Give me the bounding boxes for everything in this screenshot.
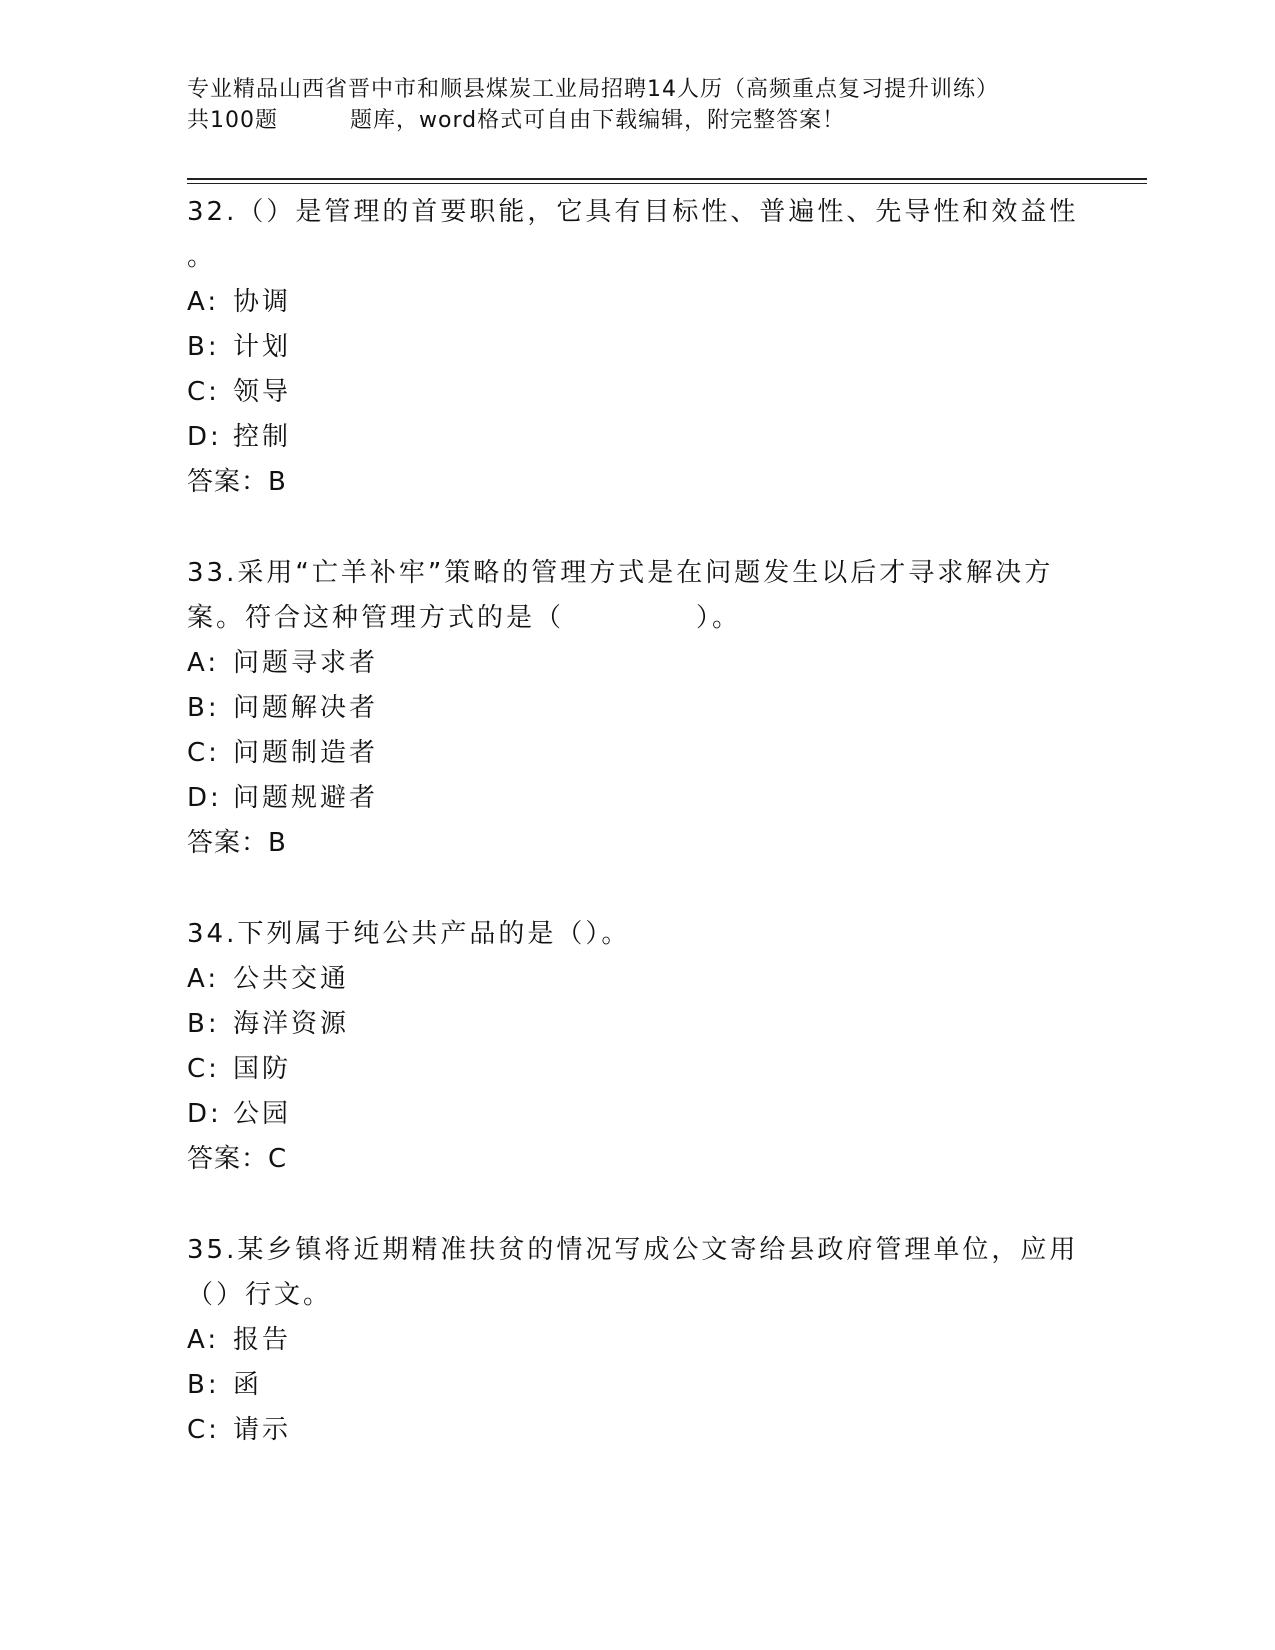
question-33 bbox=[187, 551, 1087, 866]
option-d bbox=[187, 1092, 1087, 1137]
question-stem-continued: （）行文。 bbox=[187, 1280, 333, 1310]
header-title: 专业精品山西省晋中市和顺县煤炭工业局招聘14人历（高频重点复习提升训练） bbox=[187, 77, 999, 102]
option-b bbox=[187, 686, 1087, 731]
option-text: 公共交通 bbox=[233, 964, 350, 994]
document-header bbox=[187, 74, 1147, 136]
option-letter: A: bbox=[187, 648, 220, 678]
question-stem: 32.（）是管理的首要职能，它具有目标性、普遍性、先导性和效益性 bbox=[187, 197, 1079, 227]
question-stem: 35.某乡镇将近期精准扶贫的情况写成公文寄给县政府管理单位，应用 bbox=[187, 1235, 1079, 1265]
option-d bbox=[187, 776, 1087, 821]
option-letter: D: bbox=[187, 1099, 222, 1129]
answer-line: 答案：C bbox=[187, 1144, 288, 1174]
question-stem: 33.采用“亡羊补牢”策略的管理方式是在问题发生以后才寻求解决方 bbox=[187, 558, 1054, 588]
option-text: 问题规避者 bbox=[233, 783, 379, 813]
option-letter: C: bbox=[187, 738, 220, 768]
option-letter: D: bbox=[187, 783, 222, 813]
option-text: 控制 bbox=[233, 422, 292, 452]
option-b bbox=[187, 1363, 1087, 1408]
header-subtitle bbox=[187, 105, 1147, 136]
question-stem-continued: 。 bbox=[187, 242, 217, 272]
option-text: 国防 bbox=[233, 1054, 292, 1084]
option-text: 协调 bbox=[233, 287, 292, 317]
option-d bbox=[187, 415, 1087, 460]
header-description: 题库，word格式可自由下载编辑，附完整答案！ bbox=[350, 108, 846, 133]
option-text: 函 bbox=[233, 1370, 263, 1400]
option-letter: B: bbox=[187, 1009, 220, 1039]
option-letter: A: bbox=[187, 964, 220, 994]
option-text: 问题解决者 bbox=[233, 693, 379, 723]
option-letter: B: bbox=[187, 1370, 220, 1400]
option-letter: C: bbox=[187, 377, 220, 407]
option-letter: C: bbox=[187, 1054, 220, 1084]
option-letter: D: bbox=[187, 422, 222, 452]
option-text: 问题制造者 bbox=[233, 738, 379, 768]
question-stem-continued bbox=[187, 596, 1087, 641]
option-text: 海洋资源 bbox=[233, 1009, 350, 1039]
option-letter: B: bbox=[187, 332, 220, 362]
option-c bbox=[187, 1047, 1087, 1092]
option-b bbox=[187, 325, 1087, 370]
question-34 bbox=[187, 912, 1087, 1182]
option-a bbox=[187, 957, 1087, 1002]
question-32 bbox=[187, 190, 1087, 505]
header-divider-thick bbox=[187, 178, 1147, 180]
option-letter: A: bbox=[187, 287, 220, 317]
header-count: 共100题 bbox=[187, 108, 278, 133]
option-a bbox=[187, 1318, 1087, 1363]
option-a bbox=[187, 280, 1087, 325]
question-35 bbox=[187, 1228, 1087, 1453]
option-letter: B: bbox=[187, 693, 220, 723]
option-letter: C: bbox=[187, 1415, 220, 1445]
option-c bbox=[187, 1408, 1087, 1453]
option-text: 问题寻求者 bbox=[233, 648, 379, 678]
question-list bbox=[187, 190, 1087, 1499]
stem-part-b: ）。 bbox=[696, 603, 742, 633]
option-letter: A: bbox=[187, 1325, 220, 1355]
option-text: 请示 bbox=[233, 1415, 292, 1445]
option-text: 领导 bbox=[233, 377, 292, 407]
answer-line: 答案：B bbox=[187, 828, 287, 858]
question-stem: 34.下列属于纯公共产品的是（）。 bbox=[187, 919, 631, 949]
option-text: 报告 bbox=[233, 1325, 292, 1355]
option-a bbox=[187, 641, 1087, 686]
option-c bbox=[187, 731, 1087, 776]
option-b bbox=[187, 1002, 1087, 1047]
header-divider-thin bbox=[187, 183, 1147, 184]
option-text: 公园 bbox=[233, 1099, 292, 1129]
option-c bbox=[187, 370, 1087, 415]
option-text: 计划 bbox=[233, 332, 292, 362]
answer-line: 答案：B bbox=[187, 467, 287, 497]
stem-part-a: 案。符合这种管理方式的是（ bbox=[187, 603, 565, 633]
